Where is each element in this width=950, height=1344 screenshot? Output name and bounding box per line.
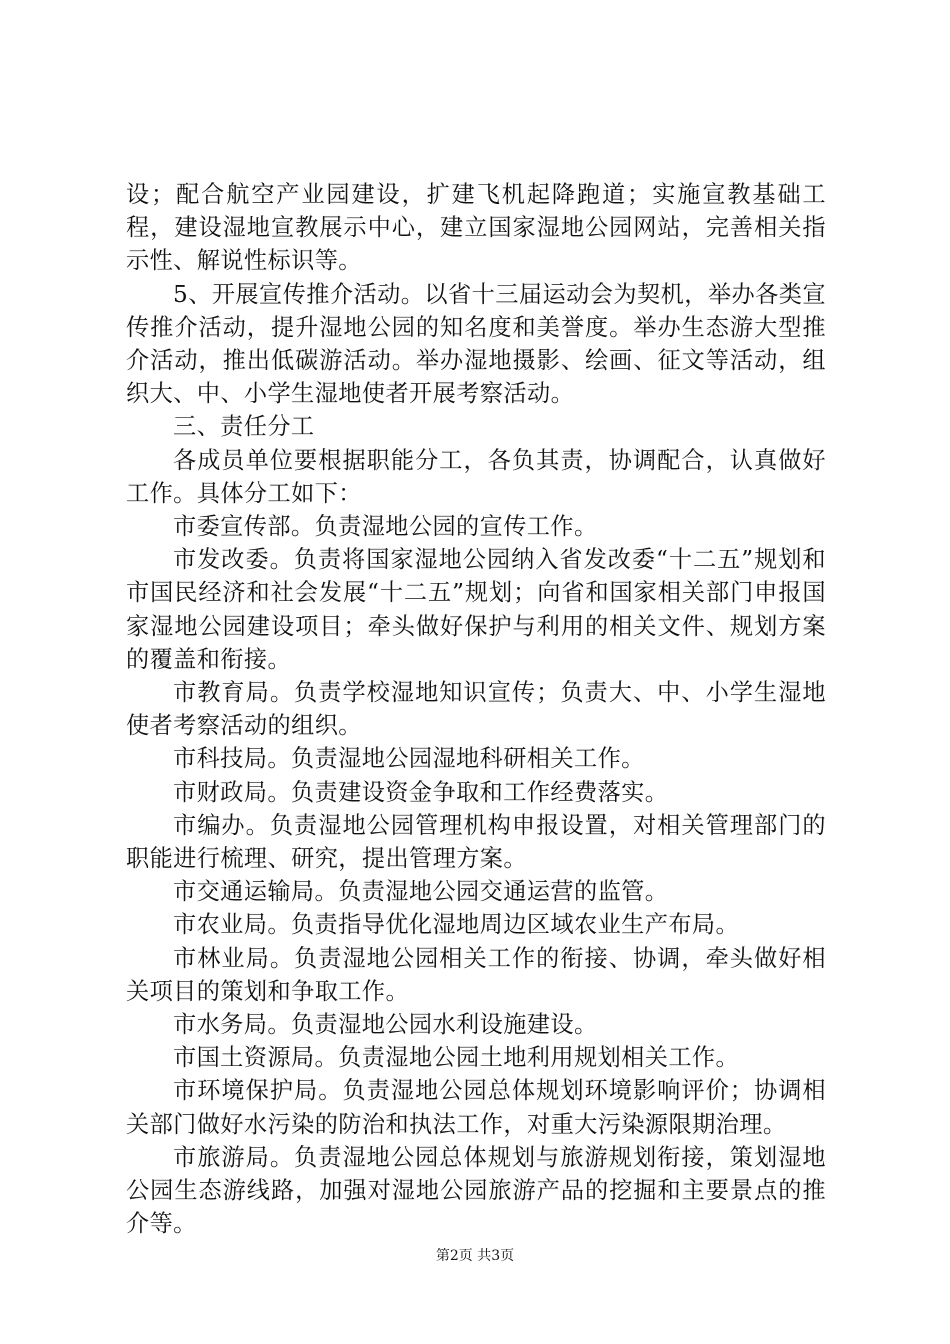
section-heading-responsibilities: 三、责任分工 [173,413,315,441]
paragraph-development-reform: 市发改委。负责将国家湿地公园纳入省发改委“十二五”规划和市国民经济和社会发展“十二五”规划；向省和国家相关部门申报国家湿地公园建设项目；牵头做好保护与利用的相关文件、规划方案的覆盖和衔接。 [126,546,826,673]
document-body [126,178,826,1241]
page-footer [0,1246,950,1266]
paragraph-propaganda-dept: 市委宣传部。负责湿地公园的宣传工作。 [173,513,598,541]
paragraph-transport-bureau: 市交通运输局。负责湿地公园交通运营的监管。 [173,878,669,906]
paragraph-intro: 各成员单位要根据职能分工，各负其责，协调配合，认真做好工作。具体分工如下： [126,446,826,507]
paragraph-forestry-bureau: 市林业局。负责湿地公园相关工作的衔接、协调，牵头做好相关项目的策划和争取工作。 [126,944,826,1005]
paragraph-education-bureau: 市教育局。负责学校湿地知识宣传；负责大、中、小学生湿地使者考察活动的组织。 [126,679,826,740]
page-number-label: 第2页 共3页 [435,1248,515,1264]
paragraph-tourism-bureau: 市旅游局。负责湿地公园总体规划与旅游规划衔接，策划湿地公园生态游线路，加强对湿地公园旅游产品的挖掘和主要景点的推介等。 [126,1143,826,1238]
paragraph-land-resources-bureau: 市国土资源局。负责湿地公园土地利用规划相关工作。 [173,1044,740,1072]
paragraph-staffing-office: 市编办。负责湿地公园管理机构申报设置，对相关管理部门的职能进行梳理、研究，提出管理方案。 [126,811,826,873]
paragraph-item-5: 5、开展宣传推介活动。以省十三届运动会为契机，举办各类宣传推介活动，提升湿地公园的知名度和美誉度。举办生态游大型推介活动，推出低碳游活动。举办湿地摄影、绘画、征文等活动，组织大、中、小学生湿地使者开展考察活动。 [126,280,826,408]
paragraph-finance-bureau: 市财政局。负责建设资金争取和工作经费落实。 [173,778,669,806]
paragraph-agriculture-bureau: 市农业局。负责指导优化湿地周边区域农业生产布局。 [173,911,740,939]
paragraph-environment-bureau: 市环境保护局。负责湿地公园总体规划环境影响评价；协调相关部门做好水污染的防治和执法工作，对重大污染源限期治理。 [126,1077,826,1138]
paragraph-water-bureau: 市水务局。负责湿地公园水利设施建设。 [173,1011,598,1039]
paragraph-science-bureau: 市科技局。负责湿地公园湿地科研相关工作。 [173,745,645,773]
paragraph-continuation: 设；配合航空产业园建设，扩建飞机起降跑道；实施宣教基础工程，建设湿地宣教展示中心，建立国家湿地公园网站，完善相关指示性、解说性标识等。 [126,181,826,275]
